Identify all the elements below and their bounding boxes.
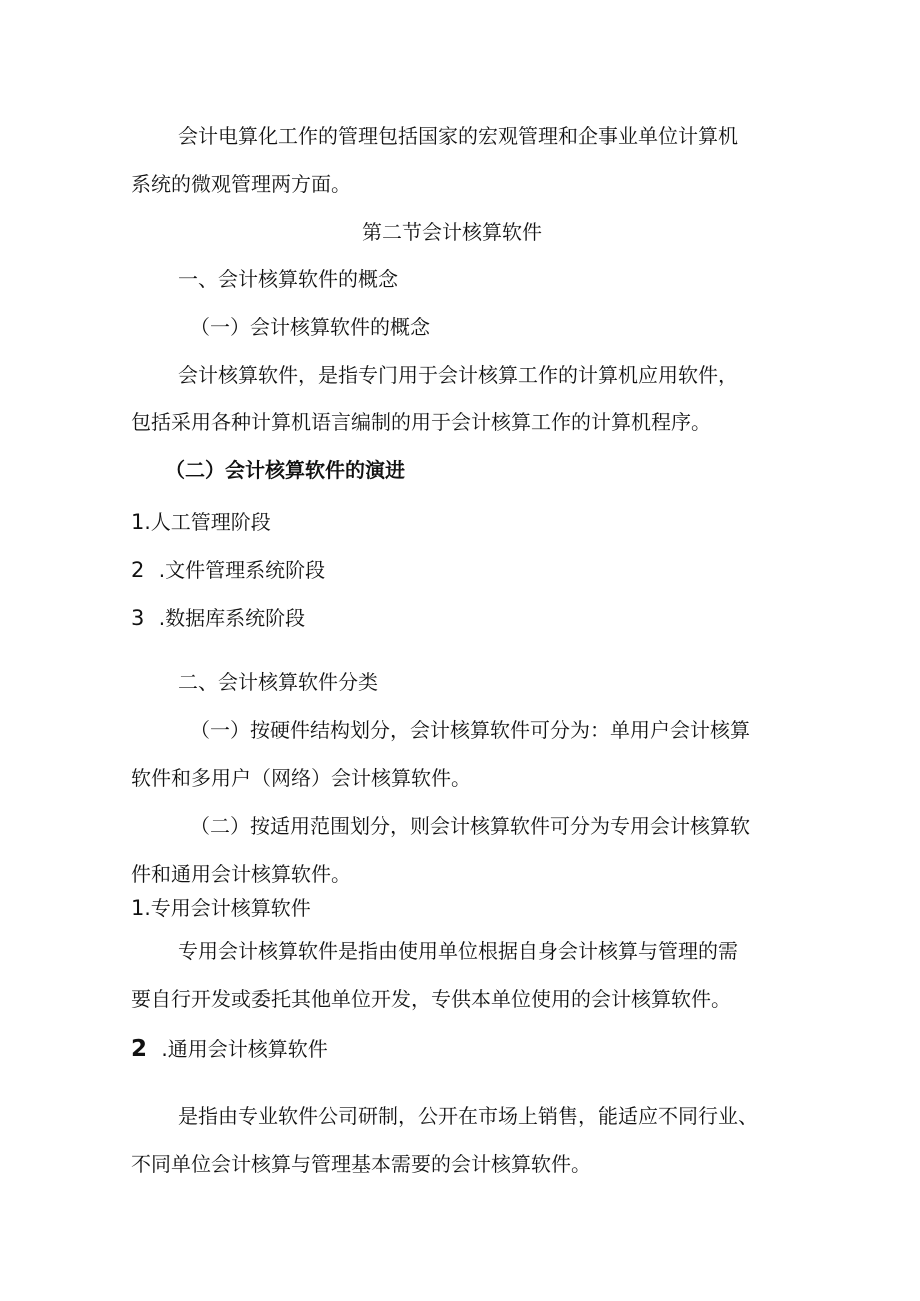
stage-number: 1 [131, 510, 145, 534]
classification-1-line-2: 软件和多用户（网络）会计核算软件。 [131, 766, 471, 790]
software-item [131, 1035, 328, 1063]
paragraph-1-line-1: 会计电算化工作的管理包括国家的宏观管理和企事业单位计算机 [178, 124, 738, 148]
subheading-concept: （一）会计核算软件的概念 [190, 315, 430, 339]
classification-1-line-1: （一）按硬件结构划分，会计核算软件可分为：单用户会计核算 [190, 718, 750, 742]
stage-text: 文件管理系统阶段 [165, 558, 326, 582]
stage-number: 2 [131, 558, 145, 582]
stage-separator: . [144, 510, 151, 534]
classification-2-line-1: （二）按适用范围划分，则会计核算软件可分为专用会计核算软 [190, 814, 750, 838]
stage-item [131, 556, 325, 584]
software-item [131, 894, 311, 922]
item-title: 专用会计核算软件 [150, 896, 311, 920]
heading-classification: 二、会计核算软件分类 [178, 670, 378, 694]
stage-separator: . [152, 558, 166, 582]
stage-text: 人工管理阶段 [150, 510, 271, 534]
stage-text: 数据库系统阶段 [165, 606, 306, 630]
stage-item [131, 604, 305, 632]
stage-number: 3 [131, 606, 145, 630]
general-software-line-1: 是指由专业软件公司研制，公开在市场上销售，能适应不同行业、 [178, 1104, 758, 1128]
item-number: 2 [131, 1036, 148, 1062]
definition-line-1: 会计核算软件，是指专门用于会计核算工作的计算机应用软件， [178, 363, 738, 387]
classification-2-line-2: 件和通用会计核算软件。 [131, 862, 351, 886]
section-title: 第二节会计核算软件 [362, 220, 542, 244]
definition-line-2: 包括采用各种计算机语言编制的用于会计核算工作的计算机程序。 [131, 410, 711, 434]
item-number: 1 [131, 896, 145, 920]
general-software-line-2: 不同单位会计核算与管理基本需要的会计核算软件。 [131, 1152, 591, 1176]
heading-concept: 一、会计核算软件的概念 [178, 267, 398, 291]
stage-item [131, 508, 271, 536]
stage-separator: . [152, 606, 166, 630]
specific-software-line-2: 要自行开发或委托其他单位开发，专供本单位使用的会计核算软件。 [131, 987, 731, 1011]
item-title: 通用会计核算软件 [167, 1037, 328, 1061]
specific-software-line-1: 专用会计核算软件是指由使用单位根据自身会计核算与管理的需 [178, 939, 738, 963]
item-separator: . [144, 896, 151, 920]
item-separator: . [155, 1037, 168, 1061]
subheading-evolution: （二）会计核算软件的演进 [165, 458, 405, 482]
paragraph-1-line-2: 系统的微观管理两方面。 [131, 172, 351, 196]
